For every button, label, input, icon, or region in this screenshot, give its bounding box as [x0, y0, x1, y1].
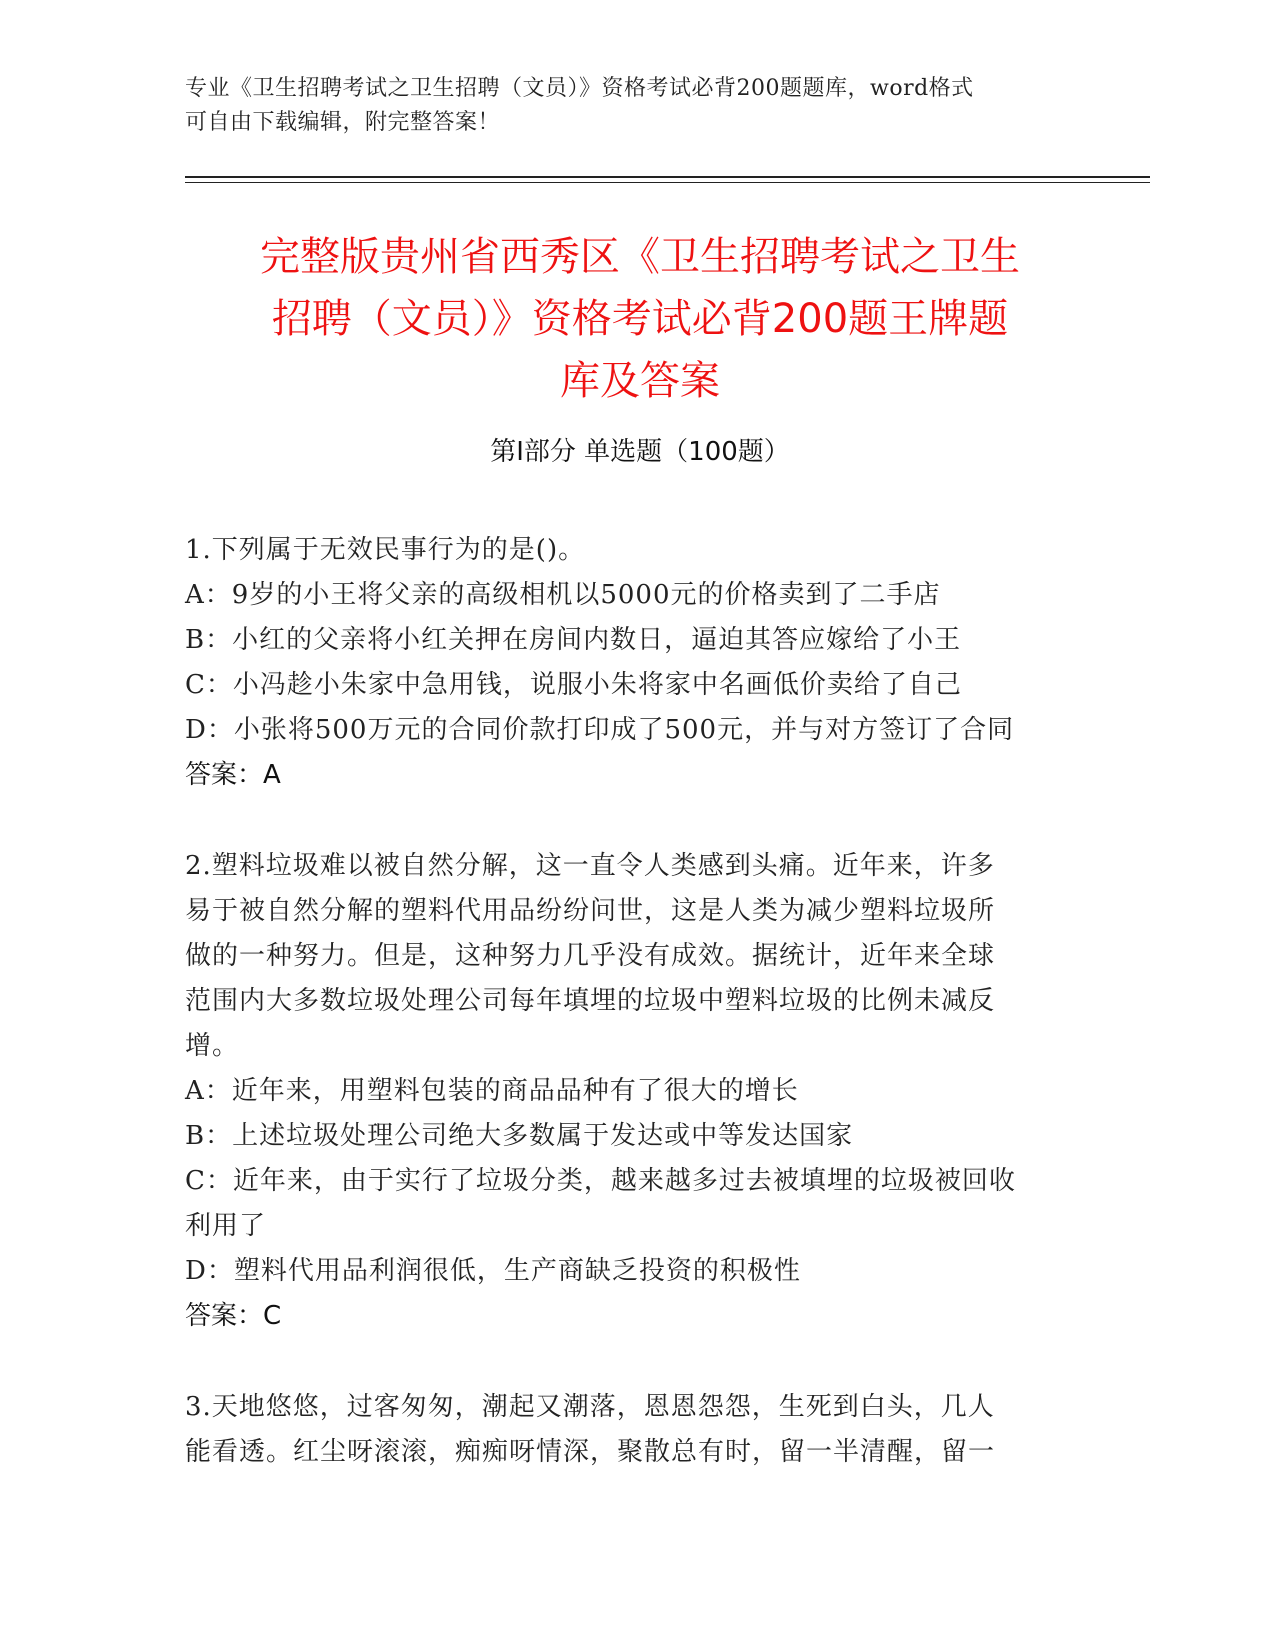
question-stem: 能看透。红尘呀滚滚，痴痴呀情深，聚散总有时，留一半清醒，留一	[185, 1437, 996, 1467]
answer-option: C：近年来，由于实行了垃圾分类，越来越多过去被填埋的垃圾被回收	[185, 1166, 1016, 1196]
answer-option: B：小红的父亲将小红关押在房间内数日，逼迫其答应嫁给了小王	[185, 625, 962, 655]
header-note-line: 专业《卫生招聘考试之卫生招聘（文员）》资格考试必背200题题库，word格式	[185, 76, 974, 101]
answer-option: D：塑料代用品利润很低，生产商缺乏投资的积极性	[185, 1256, 801, 1286]
question-stem: 增。	[185, 1031, 240, 1061]
question-stem: 范围内大多数垃圾处理公司每年填埋的垃圾中塑料垃圾的比例未减反	[185, 986, 996, 1016]
header-divider-thin	[185, 182, 1150, 183]
document-title-line: 完整版贵州省西秀区《卫生招聘考试之卫生	[260, 234, 1020, 280]
question-item	[185, 528, 1095, 798]
question-stem: 1.下列属于无效民事行为的是()。	[185, 535, 586, 565]
header-divider	[185, 176, 1150, 178]
question-item	[185, 844, 1095, 1339]
answer-option: D：小张将500万元的合同价款打印成了500元，并与对方签订了合同	[185, 715, 1015, 745]
answer-key: 答案：C	[185, 1301, 282, 1331]
document-title-line: 招聘（文员）》资格考试必背200题王牌题	[271, 296, 1009, 342]
header-note-line: 可自由下载编辑，附完整答案！	[185, 110, 501, 135]
question-stem: 易于被自然分解的塑料代用品纷纷问世，这是人类为减少塑料垃圾所	[185, 896, 996, 926]
answer-option: C：小冯趁小朱家中急用钱，说服小朱将家中名画低价卖给了自己	[185, 670, 962, 700]
answer-option: A：9岁的小王将父亲的高级相机以5000元的价格卖到了二手店	[185, 580, 941, 610]
document-title	[185, 226, 1095, 412]
answer-option: B：上述垃圾处理公司绝大多数属于发达或中等发达国家	[185, 1121, 854, 1151]
answer-option: A：近年来，用塑料包装的商品品种有了很大的增长	[185, 1076, 799, 1106]
question-item	[185, 1385, 1095, 1475]
answer-key: 答案：A	[185, 760, 281, 790]
question-list	[185, 528, 1095, 1521]
document-title-line: 库及答案	[560, 358, 720, 404]
question-stem: 做的一种努力。但是，这种努力几乎没有成效。据统计，近年来全球	[185, 941, 996, 971]
answer-option: 利用了	[185, 1211, 267, 1241]
question-stem: 2.塑料垃圾难以被自然分解，这一直令人类感到头痛。近年来，许多	[185, 851, 995, 881]
header-note	[185, 72, 1085, 140]
section-title: 第Ⅰ部分 单选题（100题）	[490, 437, 790, 467]
question-stem: 3.天地悠悠，过客匆匆，潮起又潮落，恩恩怨怨，生死到白头，几人	[185, 1392, 995, 1422]
